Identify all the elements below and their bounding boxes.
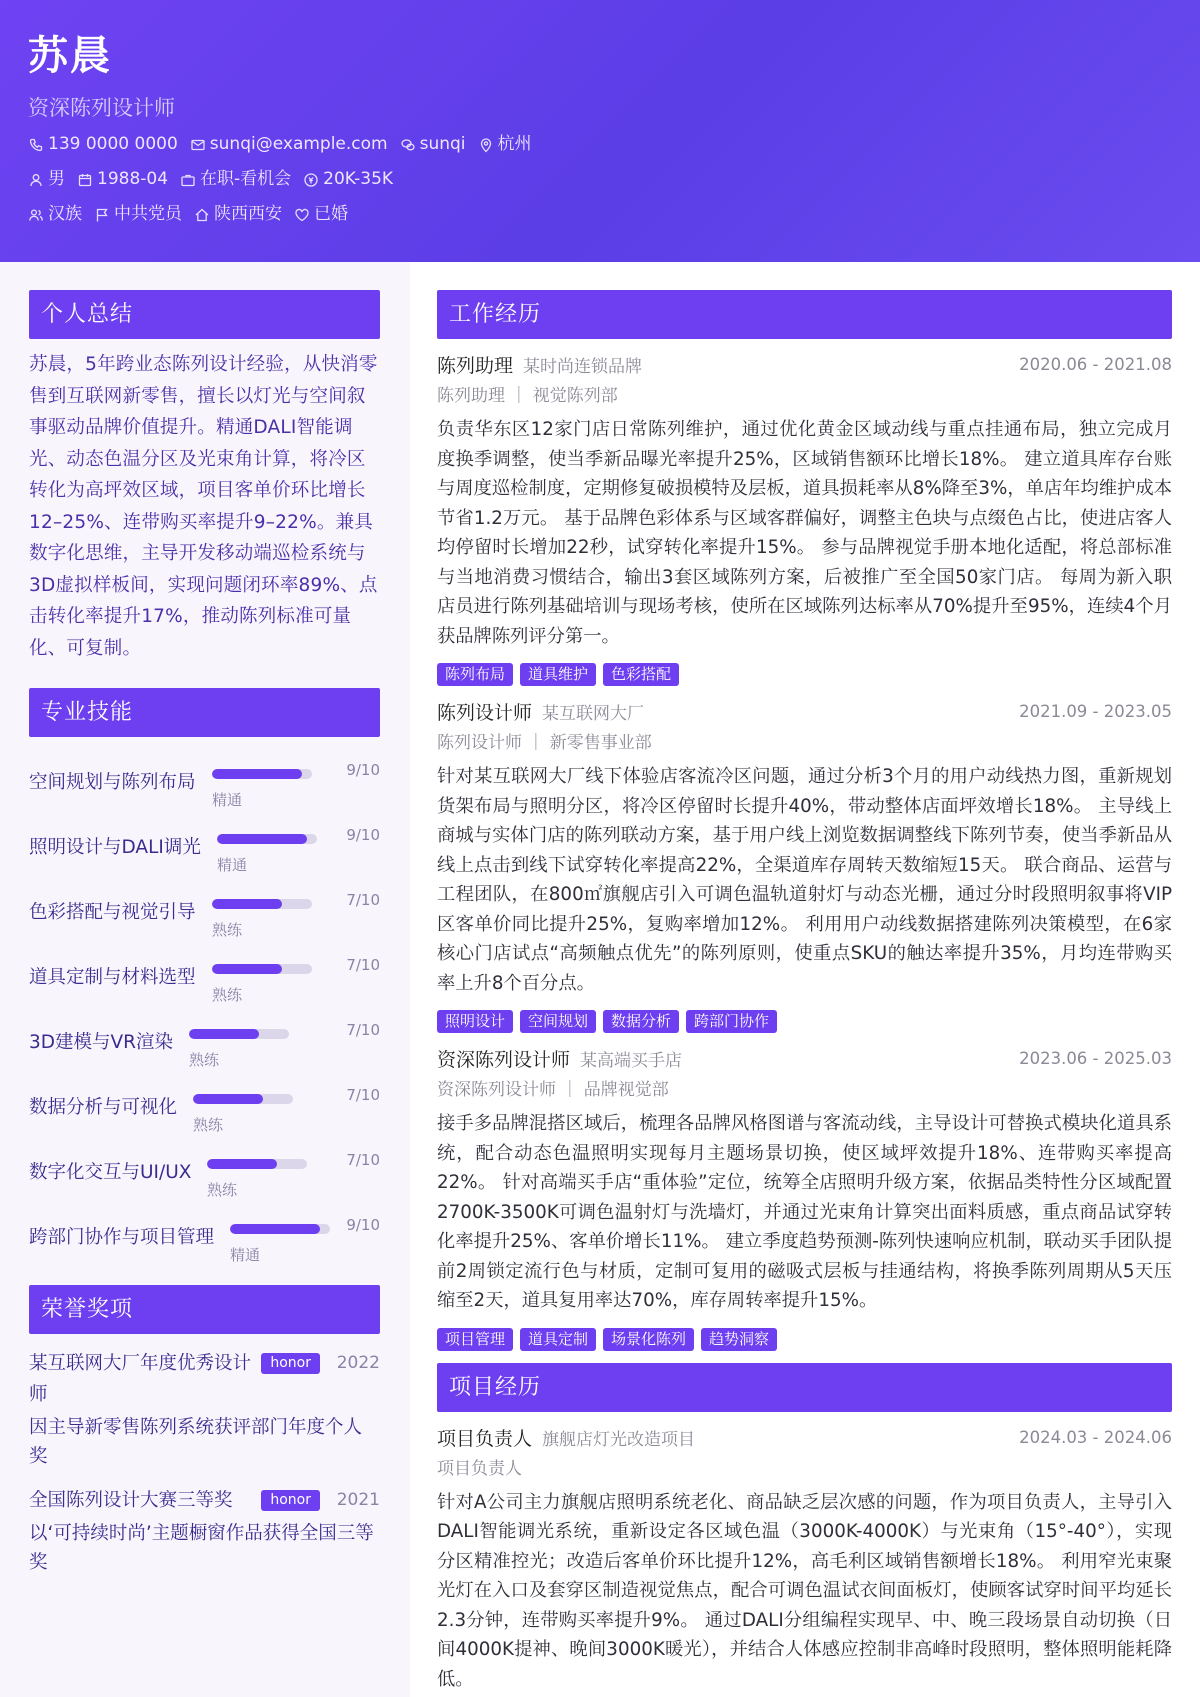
skill-tag: 场景化陈列	[603, 1328, 694, 1351]
job-role: 项目负责人	[437, 1427, 533, 1450]
skill-level: 熟练	[189, 1051, 220, 1069]
section-title-summary: 个人总结	[29, 290, 380, 339]
job-description: 负责华东区12家门店日常陈列维护，通过优化黄金区域动线与重点挂通布局，独立完成月度换季调整，使当季新品曝光率提升25%，区域销售额环比增长18%。 建立道具库存台账与周度巡检制度，定期修复破损模特及层板，道具损耗率从8%降至3%，单店年均维护成本节省1.2万元。 基于品牌色彩体系与区域客群偏好，调整主色块与点缀色占比，使进店客人均停留时长增加22秒，试穿转化率提升15%。 参与品牌视觉手册本地化适配，将总部标准与当地消费习惯结合，输出3套区域陈列方案，后被推广至全国50家门店。 每周为新入职店员进行陈列基础培训与现场考核，使所在区域陈列达标率从70%提升至95%，连续4个月获品牌陈列评分第一。	[437, 419, 1172, 647]
skill-tag: 项目管理	[437, 1328, 513, 1351]
job-role: 资深陈列设计师	[437, 1049, 571, 1071]
award-name: 某互联网大厂年度优秀设计师	[29, 1353, 252, 1405]
skill-score: 7/10	[346, 1021, 380, 1039]
skill-bar	[212, 899, 312, 909]
skill-tag: 道具定制	[520, 1328, 596, 1351]
award-badge: honor	[261, 1353, 320, 1374]
skill-row	[29, 747, 380, 812]
skill-bar	[212, 964, 312, 974]
home-icon	[194, 207, 210, 223]
heart-icon	[294, 207, 310, 223]
mail-icon	[190, 137, 206, 153]
location-icon	[478, 137, 494, 153]
job-description: 针对某互联网大厂线下体验店客流冷区问题，通过分析3个月的用户动线热力图，重新规划货架布局与照明分区，将冷区停留时长提升40%，带动整体店面坪效增长18%。 主导线上商城与实体门店的陈列联动方案，基于用户线上浏览数据调整线下陈列节奏，使当季新品从线上点击到线下试穿转化率提高22%，全渠道库存周转天数缩短15天。 联合商品、运营与工程团队，在800㎡旗舰店引入可调色温轨道射灯与动态光栅，通过分时段照明叙事将VIP区客单价同比提升25%，复购率增加12%。 利用用户动线数据搭建陈列决策模型，在6家核心门店试点“高频触点优先”的陈列原则，使重点SKU的触达率提升35%，月均连带购买率上升8个百分点。	[437, 766, 1172, 994]
phone-icon	[28, 137, 44, 153]
skill-tag: 空间规划	[520, 1010, 596, 1033]
job-entry	[437, 698, 1172, 1033]
project-entry	[437, 1424, 1172, 1695]
summary-text: 苏晨，5年跨业态陈列设计经验，从快消零售到互联网新零售，擅长以灯光与空间叙事驱动品牌价值提升。精通DALI智能调光、动态色温分区及光束角计算，将冷区转化为高坪效区域，项目客单价环比增长12–25%、连带购买率提升9–22%。兼具数字化思维，主导开发移动端巡检系统与3D虚拟样板间，实现问题闭环率89%、点击转化率提升17%，推动陈列标准可量化、可复制。	[29, 354, 378, 659]
award-head	[29, 1348, 380, 1410]
skill-row	[29, 877, 380, 942]
job-date: 2021.09 - 2023.05	[1019, 702, 1172, 721]
skill-name: 数字化交互与UI/UX	[29, 1162, 192, 1183]
skill-score: 9/10	[346, 761, 380, 779]
birth-text: 1988-04	[97, 169, 169, 189]
tag-list	[437, 1328, 1172, 1351]
job-subtitle: 陈列设计师 ｜ 新零售事业部	[437, 733, 652, 753]
skill-row	[29, 812, 380, 877]
skill-name: 色彩搭配与视觉引导	[29, 902, 196, 923]
skill-row	[29, 942, 380, 1007]
skill-score: 7/10	[346, 956, 380, 974]
section-title-skills: 专业技能	[29, 688, 380, 737]
hometown-item	[194, 202, 282, 227]
person-icon	[28, 172, 44, 188]
work-list	[437, 351, 1172, 1351]
job-date: 2024.03 - 2024.06	[1019, 1427, 1172, 1447]
section-title-projects: 项目经历	[437, 1363, 1172, 1412]
section-title-work: 工作经历	[437, 290, 1172, 339]
status-text: 在职-看机会	[200, 169, 292, 189]
award-desc: 以‘可持续时尚’主题橱窗作品获得全国三等奖	[29, 1523, 374, 1573]
skill-score: 7/10	[346, 1086, 380, 1104]
skill-score: 7/10	[346, 891, 380, 909]
job-head	[437, 1424, 1172, 1454]
tag-list	[437, 1010, 1172, 1033]
skill-score: 7/10	[346, 1151, 380, 1169]
job-company: 某互联网大厂	[542, 704, 645, 724]
city-text: 杭州	[497, 134, 532, 154]
job-entry	[437, 1045, 1172, 1351]
job-subtitle: 项目负责人	[437, 1458, 522, 1479]
salary-text: 20K-35K	[323, 169, 394, 189]
skill-bar	[207, 1159, 307, 1169]
skill-level: 精通	[230, 1246, 261, 1264]
award-desc: 因主导新零售陈列系统获评部门年度个人奖	[29, 1417, 363, 1467]
gender-item	[28, 167, 65, 192]
briefcase-icon	[180, 172, 196, 188]
job-head	[437, 698, 1172, 728]
skill-bar-fill	[212, 769, 302, 779]
skill-level: 精通	[217, 856, 248, 874]
section-title-awards: 荣誉奖项	[29, 1285, 380, 1334]
skill-tag: 数据分析	[603, 1010, 679, 1033]
awards-list	[29, 1348, 380, 1577]
skill-bar-fill	[189, 1029, 259, 1039]
skill-row	[29, 1072, 380, 1137]
wechat-icon	[400, 137, 416, 153]
award-head	[29, 1485, 380, 1516]
status-item	[180, 167, 291, 192]
flag-icon	[94, 207, 110, 223]
personal-row	[28, 167, 1172, 192]
hometown-text: 陕西西安	[214, 204, 282, 224]
wechat-text: sunqi	[419, 134, 466, 154]
skill-bar	[212, 769, 312, 779]
skill-bar-fill	[230, 1224, 320, 1234]
project-list	[437, 1424, 1172, 1695]
politics-text: 中共党员	[114, 204, 182, 224]
job-role: 陈列设计师	[437, 702, 533, 724]
politics-item	[94, 202, 182, 227]
award-name: 全国陈列设计大赛三等奖	[29, 1490, 233, 1511]
left-sidebar	[0, 262, 410, 1697]
skill-bar	[189, 1029, 289, 1039]
skill-row	[29, 1202, 380, 1267]
city-item	[478, 132, 532, 157]
skill-level: 熟练	[207, 1181, 238, 1199]
job-company: 某高端买手店	[580, 1051, 683, 1071]
skill-name: 道具定制与材料选型	[29, 967, 196, 988]
skill-score: 9/10	[346, 826, 380, 844]
skill-score: 9/10	[346, 1216, 380, 1234]
skill-level: 熟练	[212, 921, 243, 939]
skills-list	[29, 747, 380, 1267]
award-badge: honor	[261, 1490, 320, 1511]
skill-row	[29, 1007, 380, 1072]
job-date: 2020.06 - 2021.08	[1019, 355, 1172, 374]
skill-bar-fill	[212, 964, 282, 974]
award-item	[29, 1348, 380, 1471]
skill-bar-fill	[193, 1094, 263, 1104]
skill-bar-fill	[207, 1159, 277, 1169]
marital-item	[294, 202, 348, 227]
skill-name: 3D建模与VR渲染	[29, 1032, 174, 1053]
wechat-item[interactable]	[400, 132, 466, 157]
skill-bar	[217, 834, 317, 844]
skill-level: 熟练	[193, 1116, 224, 1134]
skill-tag: 陈列布局	[437, 663, 513, 686]
skill-bar-fill	[212, 899, 282, 909]
skill-name: 照明设计与DALI调光	[29, 837, 201, 858]
skill-tag: 色彩搭配	[603, 663, 679, 686]
award-item	[29, 1485, 380, 1577]
main-content	[437, 290, 1172, 1694]
job-entry	[437, 351, 1172, 686]
skill-bar-fill	[217, 834, 307, 844]
skill-bar	[230, 1224, 330, 1234]
job-subtitle: 陈列助理 ｜ 视觉陈列部	[437, 386, 618, 406]
salary-item	[303, 167, 393, 192]
birth-item	[77, 167, 168, 192]
email-text: sunqi@example.com	[209, 134, 388, 154]
ethnicity-item	[28, 202, 82, 227]
skill-bar	[193, 1094, 293, 1104]
marital-text: 已婚	[314, 204, 348, 224]
skill-tag: 道具维护	[520, 663, 596, 686]
skill-tag: 照明设计	[437, 1010, 513, 1033]
candidate-name: 苏晨	[28, 33, 112, 79]
resume-header	[0, 0, 1200, 262]
tag-list	[437, 663, 1172, 686]
skill-name: 数据分析与可视化	[29, 1097, 178, 1118]
contact-row	[28, 132, 1172, 157]
job-description: 针对A公司主力旗舰店照明系统老化、商品缺乏层次感的问题，作为项目负责人，主导引入DALI智能调光系统，重新设定各区域色温（3000K-4000K）与光束角（15°-40°），实现分区精准控光；改造后客单价环比提升12%，高毛利区域销售额增长18%。 利用窄光束聚光灯在入口及套穿区制造视觉焦点，配合可调色温试衣间面板灯，使顾客试穿时间平均延长2.3分钟，连带购买率提升9%。 通过DALI分组编程实现早、中、晚三段场景自动切换（日间4000K提神、晚间3000K暖光），并结合人体感应控制非高峰时段照明，整体照明能耗降低。	[437, 1491, 1172, 1690]
calendar-icon	[77, 172, 93, 188]
job-head	[437, 351, 1172, 381]
award-year: 2021	[336, 1490, 380, 1510]
award-year: 2022	[336, 1353, 380, 1373]
gender-text: 男	[48, 169, 65, 189]
job-company: 旗舰店灯光改造项目	[542, 1429, 696, 1450]
job-date: 2023.06 - 2025.03	[1019, 1049, 1172, 1068]
skill-level: 熟练	[212, 986, 243, 1004]
skill-level: 精通	[212, 791, 243, 809]
skill-name: 跨部门协作与项目管理	[29, 1227, 215, 1248]
skill-tag: 趋势洞察	[701, 1328, 777, 1351]
job-role: 陈列助理	[437, 355, 514, 377]
job-company: 某时尚连锁品牌	[523, 357, 643, 377]
email-item[interactable]	[190, 132, 388, 157]
salary-icon	[303, 172, 319, 188]
candidate-title: 资深陈列设计师	[28, 96, 175, 120]
job-subtitle: 资深陈列设计师 ｜ 品牌视觉部	[437, 1080, 669, 1100]
background-row	[28, 202, 1172, 227]
phone-item[interactable]	[28, 132, 178, 157]
phone-text: 139 0000 0000	[48, 134, 178, 154]
skill-row	[29, 1137, 380, 1202]
job-description: 接手多品牌混搭区域后，梳理各品牌风格图谱与客流动线，主导设计可替换式模块化道具系统，配合动态色温照明实现每月主题场景切换，使区域坪效提升18%、连带购买率提高22%。 针对高端买手店“重体验”定位，统筹全店照明升级方案，依据品类特性分区域配置2700K-3500K可调色温射灯与洗墙灯，并通过光束角计算突出面料质感，重点商品试穿转化率提升25%、客单价增长11%。 建立季度趋势预测-陈列快速响应机制，联动买手团队提前2周锁定流行色与材质，定制可复用的磁吸式层板与挂通结构，将换季陈列周期从5天压缩至2天，道具复用率达70%，库存周转率提升15%。	[437, 1113, 1172, 1311]
ethnicity-text: 汉族	[48, 204, 82, 224]
skill-tag: 跨部门协作	[686, 1010, 777, 1033]
people-icon	[28, 207, 44, 223]
skill-name: 空间规划与陈列布局	[29, 772, 196, 793]
job-head	[437, 1045, 1172, 1075]
